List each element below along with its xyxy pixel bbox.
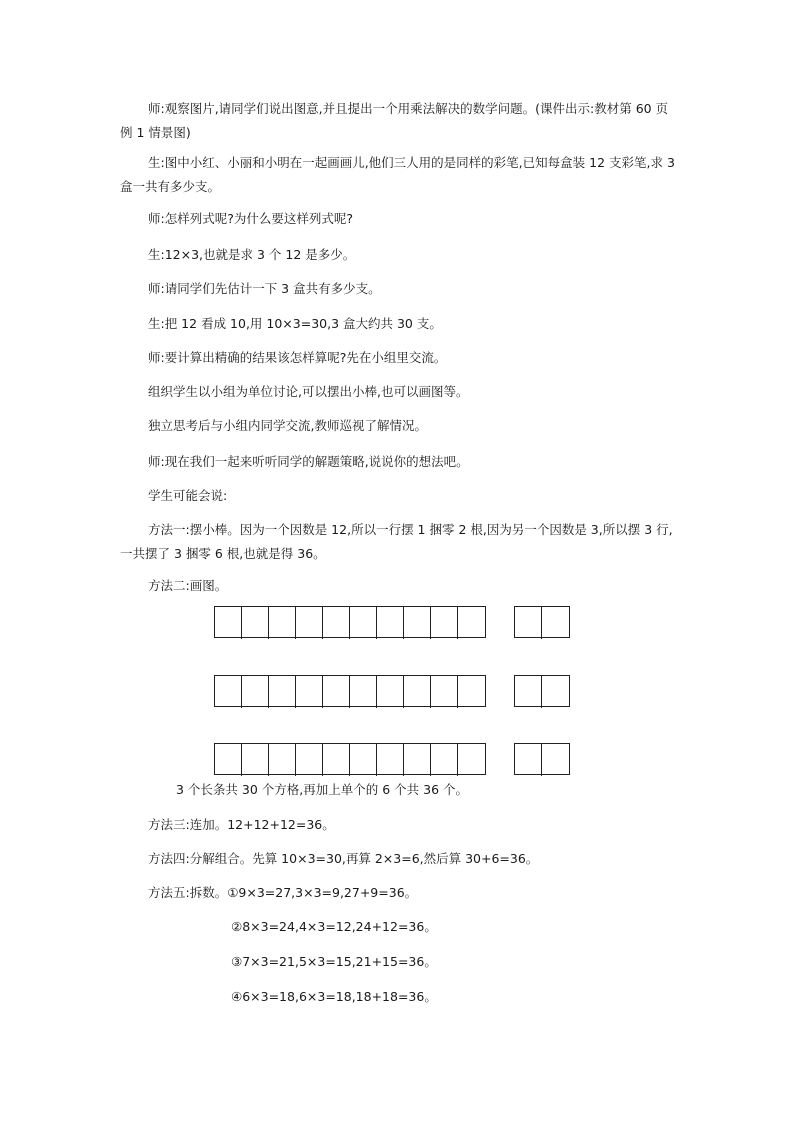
grid-single-cells xyxy=(514,743,570,775)
grid-long-strip xyxy=(214,606,486,638)
paragraph-teacher-intro: 师:观察图片,请同学们说出图意,并且提出一个用乘法解决的数学问题。(课件出示:教材第 60 页例 1 情景图) xyxy=(120,101,669,140)
grid-single-cells xyxy=(514,675,570,707)
paragraph-student-problem: 生:图中小红、小丽和小明在一起画画儿,他们三人用的是同样的彩笔,已知每盒装 12 支彩笔,求 3 盒一共有多少支。 xyxy=(120,155,675,194)
grid-caption: 3 个长条共 30 个方格,再加上单个的 6 个共 36 个。 xyxy=(176,782,469,797)
decomposition-4: ④6×3=18,6×3=18,18+18=36。 xyxy=(231,989,437,1004)
grid-single-cells xyxy=(514,606,570,638)
grid-long-strip xyxy=(214,675,486,707)
paragraph-method-two: 方法二:画图。 xyxy=(148,578,228,593)
grid-row-1 xyxy=(214,606,570,638)
paragraph-student-formula: 生:12×3,也就是求 3 个 12 是多少。 xyxy=(148,247,356,262)
paragraph-method-three: 方法三:连加。12+12+12=36。 xyxy=(148,817,335,832)
paragraph-teacher-strategy: 师:现在我们一起来听听同学的解题策略,说说你的想法吧。 xyxy=(148,454,469,469)
paragraph-teacher-estimate: 师:请同学们先估计一下 3 盒共有多少支。 xyxy=(148,281,381,296)
paragraph-teacher-question: 师:怎样列式呢?为什么要这样列式呢? xyxy=(148,211,353,226)
paragraph-method-one: 方法一:摆小棒。因为一个因数是 12,所以一行摆 1 捆零 2 根,因为另一个因数是 3,所以摆 3 行,一共摆了 3 捆零 6 根,也就是得 36。 xyxy=(120,522,673,561)
decomposition-3: ③7×3=21,5×3=15,21+15=36。 xyxy=(231,954,437,969)
grid-long-strip xyxy=(214,743,486,775)
paragraph-teacher-exact: 师:要计算出精确的结果该怎样算呢?先在小组里交流。 xyxy=(148,350,447,365)
paragraph-student-estimate: 生:把 12 看成 10,用 10×3=30,3 盒大约共 30 支。 xyxy=(148,316,442,331)
decomposition-2: ②8×3=24,4×3=12,24+12=36。 xyxy=(231,919,437,934)
grid-row-2 xyxy=(214,675,570,707)
paragraph-method-five: 方法五:拆数。①9×3=27,3×3=9,27+9=36。 xyxy=(148,885,418,900)
grid-row-3 xyxy=(214,743,570,775)
paragraph-independent: 独立思考后与小组内同学交流,教师巡视了解情况。 xyxy=(148,418,427,433)
paragraph-students-may-say: 学生可能会说: xyxy=(148,488,228,503)
paragraph-method-four: 方法四:分解组合。先算 10×3=30,再算 2×3=6,然后算 30+6=36。 xyxy=(148,851,539,866)
paragraph-organize: 组织学生以小组为单位讨论,可以摆出小棒,也可以画图等。 xyxy=(148,384,469,399)
